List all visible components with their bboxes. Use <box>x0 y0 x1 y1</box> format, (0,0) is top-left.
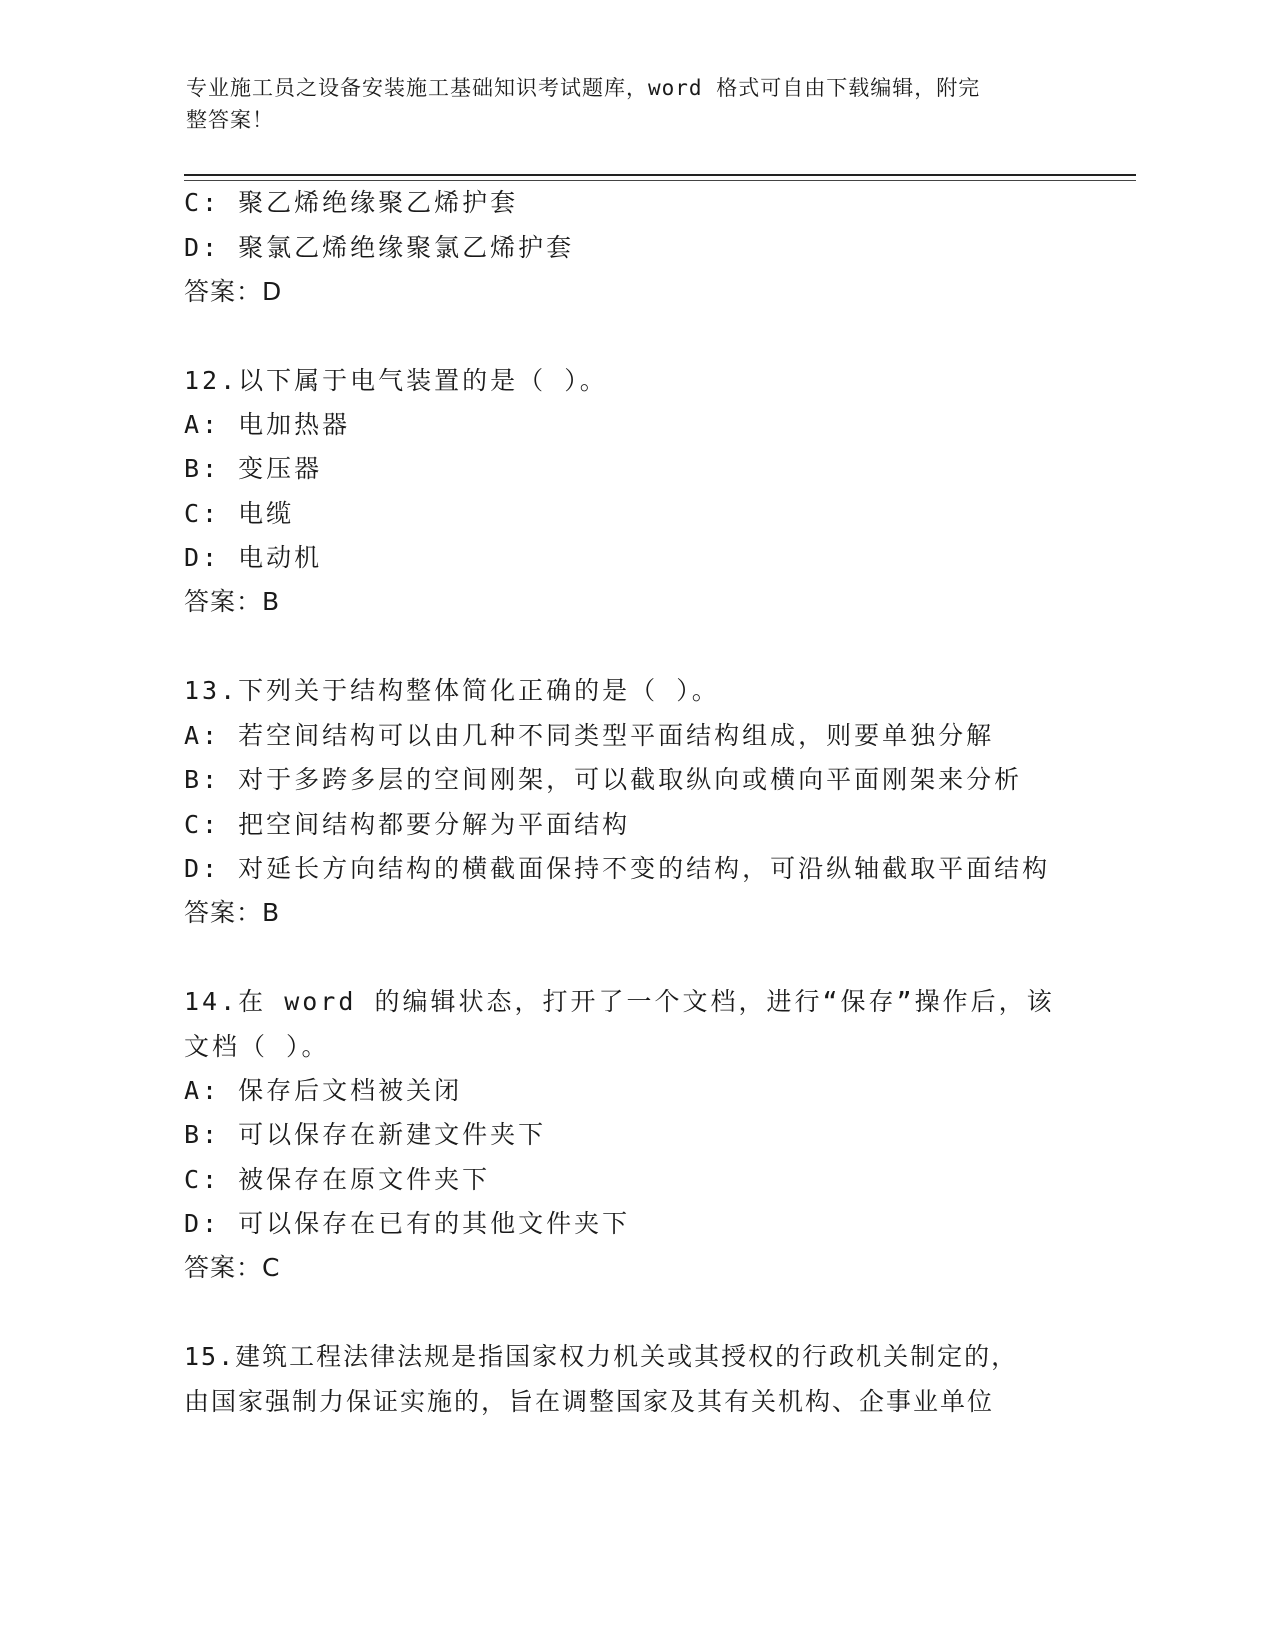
header-line-2: 整答案！ <box>186 108 274 132</box>
q14-option-a: A: 保存后文档被关闭 <box>184 1076 463 1105</box>
q13-answer: 答案：B <box>184 898 281 927</box>
q13-option-d: D: 对延长方向结构的横截面保持不变的结构，可沿纵轴截取平面结构 <box>184 854 1051 883</box>
q15-question-line-2: 由国家强制力保证实施的，旨在调整国家及其有关机构、企事业单位 <box>184 1387 995 1416</box>
q13-option-c: C: 把空间结构都要分解为平面结构 <box>184 810 631 839</box>
q14-option-c: C: 被保存在原文件夹下 <box>184 1165 491 1194</box>
q14-answer: 答案：C <box>184 1253 281 1282</box>
q12-answer: 答案：B <box>184 587 281 616</box>
q11-option-d: D: 聚氯乙烯绝缘聚氯乙烯护套 <box>184 233 575 262</box>
q13-question: 13.下列关于结构整体简化正确的是（ ）。 <box>184 676 720 705</box>
document-header <box>186 72 1066 136</box>
q14-question-line-2: 文档（ ）。 <box>184 1032 330 1061</box>
header-rule-thin <box>184 180 1136 181</box>
q15-question-line-1: 15.建筑工程法律法规是指国家权力机关或其授权的行政机关制定的， <box>184 1342 1019 1371</box>
q14-option-d: D: 可以保存在已有的其他文件夹下 <box>184 1209 631 1238</box>
header-rule-thick <box>184 174 1136 176</box>
q11-option-c: C: 聚乙烯绝缘聚乙烯护套 <box>184 188 519 217</box>
header-line-1: 专业施工员之设备安装施工基础知识考试题库，word 格式可自由下载编辑，附完 <box>186 76 981 100</box>
q14-question-line-1: 14.在 word 的编辑状态，打开了一个文档，进行“保存”操作后，该 <box>184 987 1055 1016</box>
q13-option-b: B: 对于多跨多层的空间刚架，可以截取纵向或横向平面刚架来分析 <box>184 765 1023 794</box>
q12-option-d: D: 电动机 <box>184 543 323 572</box>
q12-question: 12.以下属于电气装置的是（ ）。 <box>184 366 608 395</box>
q13-option-a: A: 若空间结构可以由几种不同类型平面结构组成，则要单独分解 <box>184 721 995 750</box>
q14-option-b: B: 可以保存在新建文件夹下 <box>184 1120 547 1149</box>
q12-option-a: A: 电加热器 <box>184 410 351 439</box>
q12-option-b: B: 变压器 <box>184 454 323 483</box>
q11-answer: 答案：D <box>184 277 283 306</box>
q12-option-c: C: 电缆 <box>184 499 295 528</box>
